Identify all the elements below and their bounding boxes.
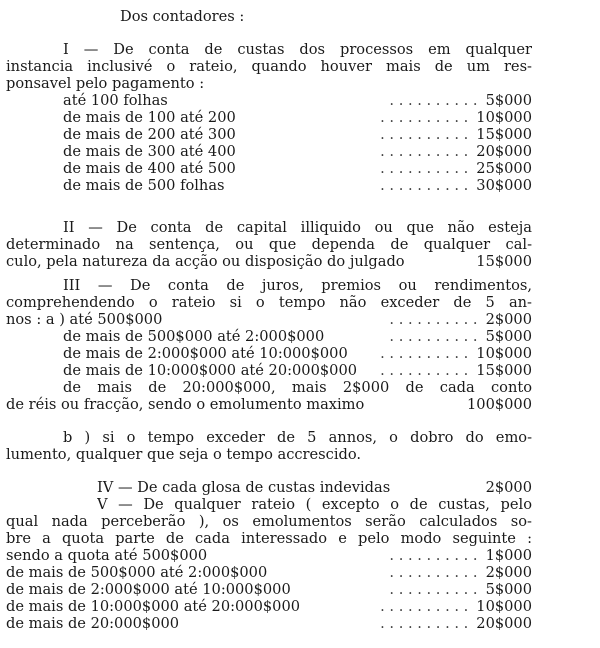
- text-line: II — De conta de capital illiquido ou que não esteja: [63, 219, 532, 236]
- fee-value: 20$000: [476, 615, 532, 632]
- fee-value: 2$000: [485, 564, 532, 581]
- dot-leader: . . . . . . . . . .: [380, 143, 469, 160]
- fee-row: [6, 564, 532, 581]
- fee-label: até 100 folhas: [63, 92, 168, 109]
- fee-row: [6, 598, 532, 615]
- fee-value: 15$000: [476, 253, 532, 270]
- dot-leader: . . . . . . . . . .: [380, 362, 469, 379]
- fee-label: de mais de 2:000$000 até 10:000$000: [6, 581, 291, 598]
- fee-label: de mais de 2:000$000 até 10:000$000: [63, 345, 348, 362]
- text-line: I — De conta de custas dos processos em qualquer: [63, 41, 532, 58]
- fee-value: 15$000: [476, 362, 532, 379]
- fee-value: 2$000: [485, 311, 532, 328]
- text-line: qual nada perceberão ), os emolumentos serão calculados so-: [6, 513, 532, 530]
- fee-row: [63, 362, 532, 379]
- fee-value: 100$000: [467, 396, 532, 413]
- fee-label: de mais de 20:000$000: [6, 615, 180, 632]
- fee-label: de mais de 300 até 400: [63, 143, 236, 160]
- dot-leader: . . . . . . . . . .: [380, 109, 469, 126]
- dot-leader: [372, 396, 459, 413]
- text-line: de mais de 20:000$000, mais 2$000 de cada conto: [63, 379, 532, 396]
- fee-value: 20$000: [476, 143, 532, 160]
- fee-value: 10$000: [476, 598, 532, 615]
- fee-value: 5$000: [485, 581, 532, 598]
- fee-row: [63, 92, 532, 109]
- fee-value: 30$000: [476, 177, 532, 194]
- fee-row: [63, 160, 532, 177]
- text-line: V — De qualquer rateio ( excepto o de custas, pelo: [97, 496, 532, 513]
- text-line: determinado na sentença, ou que dependa de qualquer cal-: [6, 236, 532, 253]
- fee-row: [63, 177, 532, 194]
- text-line: lumento, qualquer que seja o tempo accrescido.: [6, 446, 362, 463]
- fee-label: de mais de 400 até 500: [63, 160, 236, 177]
- fee-value: 15$000: [476, 126, 532, 143]
- fee-value: 1$000: [485, 547, 532, 564]
- fee-label: de mais de 10:000$000 até 20:000$000: [6, 598, 301, 615]
- fee-value: 2$000: [485, 479, 532, 496]
- fee-value: 25$000: [476, 160, 532, 177]
- section-title: Dos contadores :: [120, 8, 245, 25]
- fee-row: [6, 547, 532, 564]
- dot-leader: . . . . . . . . . .: [389, 328, 478, 345]
- dot-leader: . . . . . . . . . .: [389, 92, 478, 109]
- fee-label: de mais de 100 até 200: [63, 109, 236, 126]
- fee-value: 5$000: [485, 92, 532, 109]
- fee-label: nos : a ) até 500$000: [6, 311, 163, 328]
- dot-leader: . . . . . . . . . .: [380, 160, 469, 177]
- fee-value: 10$000: [476, 109, 532, 126]
- text-line: ponsavel pelo pagamento :: [6, 75, 205, 92]
- text-line: comprehendendo o rateio si o tempo não exceder de 5 an-: [6, 294, 532, 311]
- fee-value: 10$000: [476, 345, 532, 362]
- dot-leader: [398, 479, 477, 496]
- fee-label: IV — De cada glosa de custas indevidas: [97, 479, 391, 496]
- fee-row: [6, 253, 532, 270]
- fee-label: de réis ou fracção, sendo o emolumento maximo: [6, 396, 365, 413]
- dot-leader: . . . . . . . . . .: [380, 615, 469, 632]
- fee-label: de mais de 500$000 até 2:000$000: [6, 564, 268, 581]
- text-line: instancia inclusivé o rateio, quando houver mais de um res-: [6, 58, 532, 75]
- dot-leader: . . . . . . . . . .: [389, 547, 478, 564]
- fee-label: de mais de 500$000 até 2:000$000: [63, 328, 325, 345]
- dot-leader: . . . . . . . . . .: [380, 177, 469, 194]
- fee-row: [63, 345, 532, 362]
- fee-row: [6, 581, 532, 598]
- fee-row: [63, 143, 532, 160]
- fee-row: [63, 328, 532, 345]
- fee-label: de mais de 500 folhas: [63, 177, 225, 194]
- fee-row: [6, 311, 532, 328]
- dot-leader: . . . . . . . . . .: [380, 126, 469, 143]
- fee-row: [63, 109, 532, 126]
- fee-row: [97, 479, 532, 496]
- text-line: b ) si o tempo exceder de 5 annos, o dobro do emo-: [63, 429, 532, 446]
- fee-label: de mais de 200 até 300: [63, 126, 236, 143]
- dot-leader: . . . . . . . . . .: [380, 345, 469, 362]
- fee-label: culo, pela natureza da acção ou disposição do julgado: [6, 253, 405, 270]
- text-line: bre a quota parte de cada interessado e pelo modo seguinte :: [6, 530, 532, 547]
- dot-leader: . . . . . . . . . .: [389, 564, 478, 581]
- dot-leader: . . . . . . . . . .: [380, 598, 469, 615]
- fee-label: sendo a quota até 500$000: [6, 547, 208, 564]
- fee-row: [6, 396, 532, 413]
- fee-row: [6, 615, 532, 632]
- fee-row: [63, 126, 532, 143]
- dot-leader: . . . . . . . . . .: [389, 581, 478, 598]
- fee-value: 5$000: [485, 328, 532, 345]
- dot-leader: . . . . . . . . . .: [389, 311, 478, 328]
- text-line: III — De conta de juros, premios ou rendimentos,: [63, 277, 532, 294]
- fee-label: de mais de 10:000$000 até 20:000$000: [63, 362, 358, 379]
- dot-leader: [413, 253, 469, 270]
